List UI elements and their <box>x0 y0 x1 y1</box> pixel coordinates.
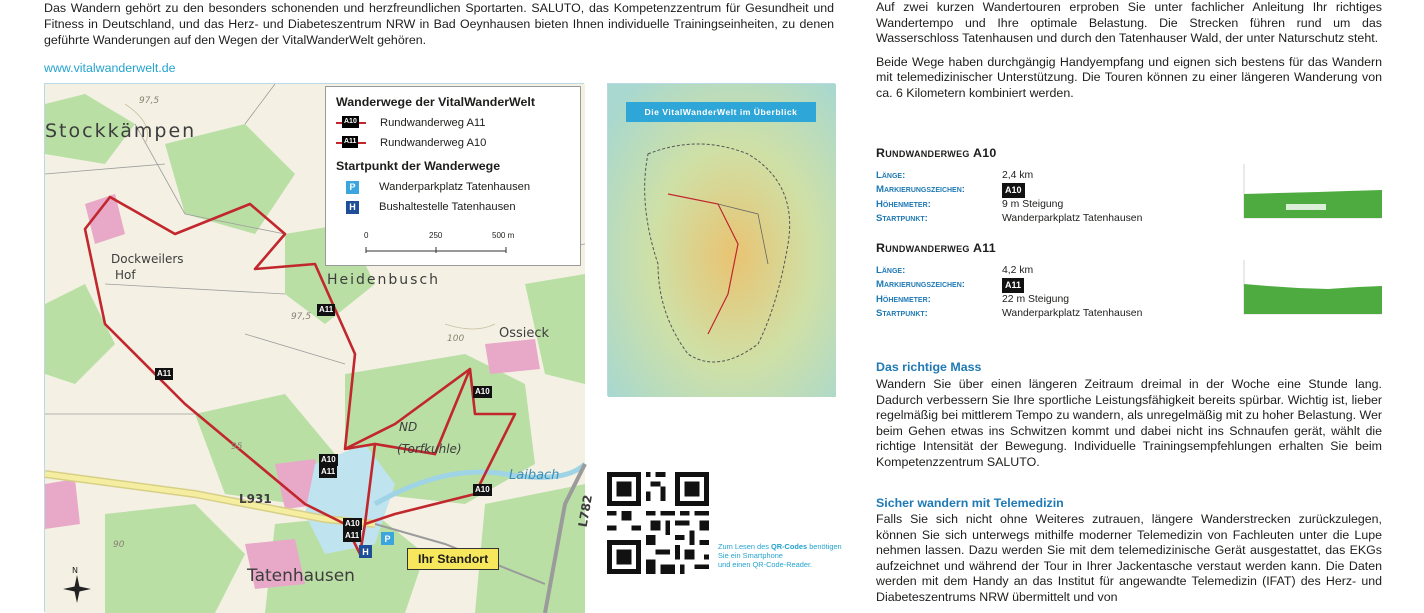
bus-stop-icon: H <box>346 201 359 214</box>
height-97-5-b: 97,5 <box>291 312 312 322</box>
legend-route-row <box>336 133 570 153</box>
elevation-profile-a10 <box>1238 160 1384 224</box>
route-tag: A11 <box>1002 278 1024 292</box>
overview-drawing <box>608 84 836 397</box>
qr-caption: Zum Lesen des QR-Codes benötigen Sie ein Smartphone und einen QR-Code-Reader. <box>718 542 842 569</box>
map-legend <box>325 86 581 266</box>
route-marker: A11 <box>157 369 172 378</box>
scale-label: 0 <box>364 231 369 240</box>
section-body: Falls Sie sich nicht ohne Weiteres zutrauen, längere Wanderstrecken zurückzulegen, können Sie sich unterwegs mithilfe moderner Telemedizin von Fachleuten unter die Lupe nehmen lassen. Dazu werden Sie mit dem telemedizinische Gerät ausgestattet, das EKGs aufzeichnet und während der Tour in Ihrer Jackentasche verstaut werden kann. Die Daten werden mit dem Handy an das Institut für angewandte Telemedizin (IFAT) des Herz- und Diabeteszentrums NRW übermittelt und von <box>876 512 1382 604</box>
right-column <box>876 0 1382 110</box>
section-title: Sicher wandern mit Telemedizin <box>876 496 1064 510</box>
road-l782: L782 <box>575 493 596 529</box>
height-97-5-a: 97,5 <box>139 96 160 106</box>
legend-route-label: Rundwanderweg A10 <box>380 137 487 149</box>
route-value: 2,4 km <box>1002 170 1034 181</box>
route-value: Wanderparkplatz Tatenhausen <box>1002 213 1143 225</box>
road-l931: L931 <box>239 492 272 506</box>
legend-title: Wanderwege der VitalWanderWelt <box>336 95 535 109</box>
network-paragraph: Beide Wege haben durchgängig Handyempfang und eignen sich bestens für das Wandern mit telemedizinischer Unterstützung. Die Touren können zu einer längeren Wanderung von ca. 6 Kilometern kombiniert werden. <box>876 54 1382 100</box>
legend-route-row <box>336 113 570 133</box>
qr-code-icon <box>607 472 709 574</box>
route-value: 4,2 km <box>1002 265 1034 276</box>
route-value: 22 m Steigung <box>1002 293 1070 305</box>
elevation-profile-a11 <box>1238 256 1384 320</box>
place-heidenbusch: Heidenbusch <box>327 272 441 288</box>
scale-label: 250 <box>429 231 443 240</box>
place-laibach: Laibach <box>509 468 560 483</box>
section-body: Wandern Sie über einen längeren Zeitraum dreimal in der Woche eine Stunde lang. Dadurch verbessern Sie Ihre sportliche Leistungsfähigkeit bereits spürbar. Wichtig ist, lieber regelmäßig bei mittlerem Tempo zu wandern, als unregelmäßig mit zu hoher Belastung. Wer beim Gehen etwas ins Schwitzen kommt und dabei nicht ins Schnaufen gerät, wählt die richtige Intensität der Bewegung. Individuelle Trainingsempfehlungen erhalten Sie beim Kompetenzzentrum SALUTO. <box>876 377 1382 469</box>
place-nd: ND <box>399 420 418 434</box>
overview-title: Die VitalWanderWelt im Überblick <box>626 102 816 122</box>
scale-bar <box>364 231 526 257</box>
parking-icon: P <box>381 532 394 545</box>
route-title: Rundwanderweg A11 <box>876 241 996 255</box>
route-key: Höhenmeter: <box>876 293 931 305</box>
route-marker: A10 <box>475 485 490 494</box>
route-value: Wanderparkplatz Tatenhausen <box>1002 308 1143 320</box>
north-label: N <box>72 566 78 575</box>
bus-stop-icon: H <box>359 545 372 558</box>
route-marker: A11 <box>319 305 334 314</box>
legend-start-label: Bushaltestelle Tatenhausen <box>379 201 516 213</box>
route-marker: A10 <box>475 387 490 396</box>
route-value: 9 m Steigung <box>1002 198 1064 210</box>
route-tag: A10 <box>1002 183 1025 197</box>
route-marker: A10 <box>321 455 336 464</box>
route-marker: A10 <box>345 519 360 528</box>
legend-start-title: Startpunkt der Wanderwege <box>336 159 501 173</box>
website-link[interactable]: www.vitalwanderwelt.de <box>44 61 176 75</box>
route-marker: A11 <box>345 531 360 540</box>
route-key: Startpunkt: <box>876 308 928 320</box>
legend-start-label: Wanderparkplatz Tatenhausen <box>379 181 531 193</box>
legend-route-label: Rundwanderweg A11 <box>380 117 486 129</box>
place-stockkaempen: Stockkämpen <box>45 120 197 142</box>
your-location-label: Ihr Standort <box>407 548 499 570</box>
place-hof: Hof <box>115 268 136 282</box>
place-tatenhausen: Tatenhausen <box>247 566 355 586</box>
legend-start-row <box>336 177 570 197</box>
legend-start-row <box>336 197 570 217</box>
qr-code[interactable] <box>607 472 709 574</box>
height-100: 100 <box>447 334 465 344</box>
intro-paragraph: Das Wandern gehört zu den besonders schonenden und herzfreundlichen Sportarten. SALUTO, das Kompetenzzentrum für Gesundheit und Fitness in Deutschland, und das Herz- und Diabeteszentrum NRW in Bad Oeynhausen bieten Ihnen individuelle Trainingseinheiten, zu denen geführte Wanderungen auf den Wegen der VitalWanderWelt gehören. <box>44 1 834 47</box>
route-marker: A11 <box>321 467 336 476</box>
height-90: 90 <box>113 540 125 550</box>
place-dockweilers: Dockweilers <box>111 252 184 266</box>
route-key: Markierungszeichen: <box>876 279 965 291</box>
route-key: Höhenmeter: <box>876 198 931 210</box>
route-title: Rundwanderweg A10 <box>876 146 997 160</box>
route-key: Markierungszeichen: <box>876 184 965 196</box>
height-95: 95 <box>231 442 243 452</box>
route-line-icon: A11 <box>336 142 366 144</box>
overview-map <box>607 83 835 396</box>
place-torfkuhle: (Torfkuhle) <box>397 442 462 456</box>
place-ossieck: Ossieck <box>499 326 550 341</box>
section-title: Das richtige Mass <box>876 360 982 374</box>
route-key: Länge: <box>876 170 906 181</box>
intro-right-paragraph: Auf zwei kurzen Wandertouren erproben Sie unter fachlicher Anleitung Ihr richtiges Wandertempo und Ihre optimale Belastung. Die Strecken führen rund um das Wasserschloss Tatenhausen und durch den Tatenhauser Wald, der unter Naturschutz steht. <box>876 0 1382 46</box>
trail-map <box>44 83 596 612</box>
route-line-icon: A10 <box>336 122 366 124</box>
parking-icon: P <box>346 181 359 194</box>
route-key: Startpunkt: <box>876 213 928 225</box>
route-key: Länge: <box>876 265 906 276</box>
scale-label: 500 m <box>492 231 515 240</box>
